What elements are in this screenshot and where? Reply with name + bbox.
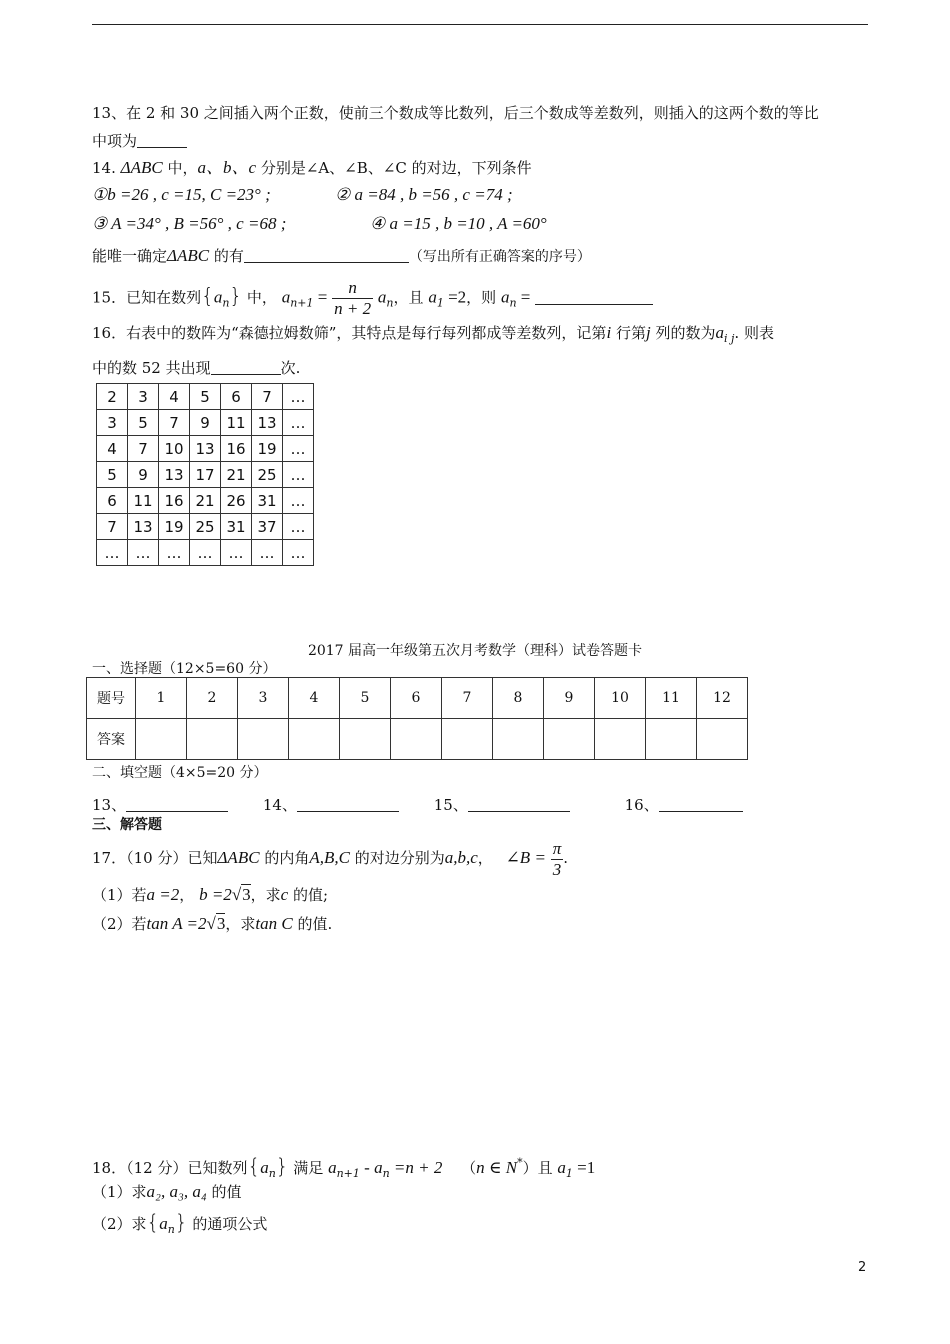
- grid-row: [97, 488, 314, 514]
- blank-16: 16、: [624, 796, 659, 814]
- q18-part1: （1）求a₂, a₃, a₄ 的值: [92, 1182, 242, 1201]
- grid-cell: …: [190, 540, 221, 566]
- sundaram-sieve-table: [96, 383, 314, 566]
- header-rule: [92, 24, 868, 25]
- grid-row: [97, 384, 314, 410]
- q15: 15．已知在数列$\{a_n\}$ 中， $a_{n+1}$ = $\frac{n}{n + 2}$ $a_n$，且 $a_1 =2$，则 $a_n$ =: [92, 278, 653, 319]
- answer-cell[interactable]: [391, 719, 442, 760]
- grid-cell: 7: [97, 514, 128, 540]
- grid-cell: …: [221, 540, 252, 566]
- grid-cell: 16: [221, 436, 252, 462]
- grid-cell: 6: [221, 384, 252, 410]
- grid-cell: 19: [159, 514, 190, 540]
- answer-cell[interactable]: [697, 719, 748, 760]
- q14-cond-4: ④ a =15 , b =10 , A =60°: [370, 214, 547, 233]
- q13-blank: [137, 133, 187, 148]
- grid-cell: …: [283, 384, 314, 410]
- q16-line2: 中的数 52 共出现 次.: [92, 359, 301, 377]
- grid-cell: 4: [159, 384, 190, 410]
- grid-cell: …: [97, 540, 128, 566]
- q17-part2: （2）若tan A =2√3，求tan C 的值.: [92, 914, 333, 933]
- q18-stem: 18．（12 分）已知数列$\{a_n\}$ 满足 $a_{n+1} - a_n =n + 2$ （n ∈ N*）且 $a_1 =1$: [92, 1154, 596, 1180]
- grid-cell: 31: [252, 488, 283, 514]
- question-number-cell: 1: [136, 678, 187, 719]
- q16-line1: 16．右表中的数阵为“森德拉姆数筛”，其特点是每行每列都成等差数列，记第i 行第j 列的数为$a_{i j}$. 则表: [92, 323, 774, 345]
- q13-line2: [92, 130, 187, 152]
- answer-cell[interactable]: [187, 719, 238, 760]
- grid-cell: …: [128, 540, 159, 566]
- grid-cell: 5: [190, 384, 221, 410]
- answer-table: [86, 677, 748, 760]
- grid-cell: 17: [190, 462, 221, 488]
- answer-cell[interactable]: [595, 719, 646, 760]
- grid-cell: 9: [190, 410, 221, 436]
- section-2-heading: 二、填空题（4×5=20 分）: [92, 765, 268, 781]
- question-number-cell: 7: [442, 678, 493, 719]
- grid-cell: 9: [128, 462, 159, 488]
- q18-part2: （2）求$\{a_n\}$ 的通项公式: [92, 1210, 268, 1236]
- blank-14: 14、: [262, 796, 297, 814]
- grid-cell: 11: [221, 410, 252, 436]
- grid-cell: 25: [252, 462, 283, 488]
- grid-cell: 5: [128, 410, 159, 436]
- grid-cell: 3: [97, 410, 128, 436]
- section-1-heading: 一、选择题（12×5=60 分）: [92, 661, 277, 677]
- grid-cell: 25: [190, 514, 221, 540]
- grid-cell: 19: [252, 436, 283, 462]
- q16-blank: [211, 360, 281, 375]
- grid-cell: 21: [190, 488, 221, 514]
- question-number-cell: 6: [391, 678, 442, 719]
- grid-cell: 16: [159, 488, 190, 514]
- grid-cell: 13: [159, 462, 190, 488]
- grid-cell: 10: [159, 436, 190, 462]
- answer-table-label-answer: 答案: [87, 719, 136, 760]
- q14-cond-1: ①b =26 , c =15, C =23° ;: [92, 185, 271, 204]
- grid-cell: 3: [128, 384, 159, 410]
- grid-cell: …: [283, 514, 314, 540]
- grid-cell: 13: [128, 514, 159, 540]
- grid-cell: …: [283, 540, 314, 566]
- q14-cond-2: ② a =84 , b =56 , c =74 ;: [335, 185, 513, 204]
- grid-cell: 21: [221, 462, 252, 488]
- answer-card-title: 2017 届高一年级第五次月考数学（理科）试卷答题卡: [307, 643, 643, 659]
- answer-cell[interactable]: [442, 719, 493, 760]
- grid-row: [97, 410, 314, 436]
- q15-blank: [535, 290, 653, 305]
- fill-blank-row: [92, 794, 743, 816]
- question-number-cell: 12: [697, 678, 748, 719]
- grid-cell: 7: [128, 436, 159, 462]
- q14-cond-3: ③ A =34° , B =56° , c =68 ;: [92, 214, 287, 233]
- grid-cell: 2: [97, 384, 128, 410]
- blank-15: 15、: [433, 796, 468, 814]
- answer-cell[interactable]: [493, 719, 544, 760]
- grid-cell: 31: [221, 514, 252, 540]
- q15-fraction: $\frac{n}{n + 2}$: [334, 278, 372, 318]
- q14-intro: 14. ΔABC 中，a、b、c 分别是∠A、∠B、∠C 的对边，下列条件: [92, 158, 532, 177]
- grid-cell: 13: [252, 410, 283, 436]
- blank-13: 13、: [92, 796, 127, 814]
- grid-row: [97, 514, 314, 540]
- grid-row: [97, 540, 314, 566]
- q17-stem: 17．（10 分）已知ΔABC 的内角A,B,C 的对边分别为a,b,c， ∠B = $\frac{\pi}{3}$ .: [92, 838, 569, 879]
- question-number-cell: 11: [646, 678, 697, 719]
- q13-text: 中项为: [92, 132, 138, 150]
- question-number-cell: 9: [544, 678, 595, 719]
- grid-cell: 37: [252, 514, 283, 540]
- answer-cell[interactable]: [238, 719, 289, 760]
- grid-cell: 6: [97, 488, 128, 514]
- q14-blank: [244, 248, 409, 263]
- grid-cell: 11: [128, 488, 159, 514]
- grid-cell: …: [252, 540, 283, 566]
- question-number-cell: 10: [595, 678, 646, 719]
- question-number-cell: 5: [340, 678, 391, 719]
- grid-row: [97, 436, 314, 462]
- answer-cell[interactable]: [340, 719, 391, 760]
- question-number-cell: 8: [493, 678, 544, 719]
- q17-part1: （1）若a =2， b =2√3，求c 的值;: [92, 885, 329, 904]
- grid-cell: 26: [221, 488, 252, 514]
- question-number-cell: 3: [238, 678, 289, 719]
- grid-cell: 7: [159, 410, 190, 436]
- answer-cell[interactable]: [136, 719, 187, 760]
- question-number-cell: 2: [187, 678, 238, 719]
- grid-cell: …: [283, 436, 314, 462]
- q13-line1: 13、在 2 和 30 之间插入两个正数，使前三个数成等比数列，后三个数成等差数列，则插入的这两个数的等比: [92, 104, 819, 122]
- q14-conclusion: 能唯一确定ΔABC 的有 （写出所有正确答案的序号）: [92, 246, 591, 265]
- section-3-heading: 三、解答题: [92, 817, 162, 833]
- grid-cell: 13: [190, 436, 221, 462]
- page-number: 2: [858, 1260, 867, 1275]
- grid-row: [97, 462, 314, 488]
- answer-cell[interactable]: [289, 719, 340, 760]
- grid-cell: …: [283, 488, 314, 514]
- grid-cell: 4: [97, 436, 128, 462]
- answer-cell[interactable]: [646, 719, 697, 760]
- answer-cell[interactable]: [544, 719, 595, 760]
- question-number-cell: 4: [289, 678, 340, 719]
- answer-table-label-number: 题号: [87, 678, 136, 719]
- grid-cell: …: [283, 410, 314, 436]
- grid-cell: …: [159, 540, 190, 566]
- grid-cell: 7: [252, 384, 283, 410]
- grid-cell: 5: [97, 462, 128, 488]
- grid-cell: …: [283, 462, 314, 488]
